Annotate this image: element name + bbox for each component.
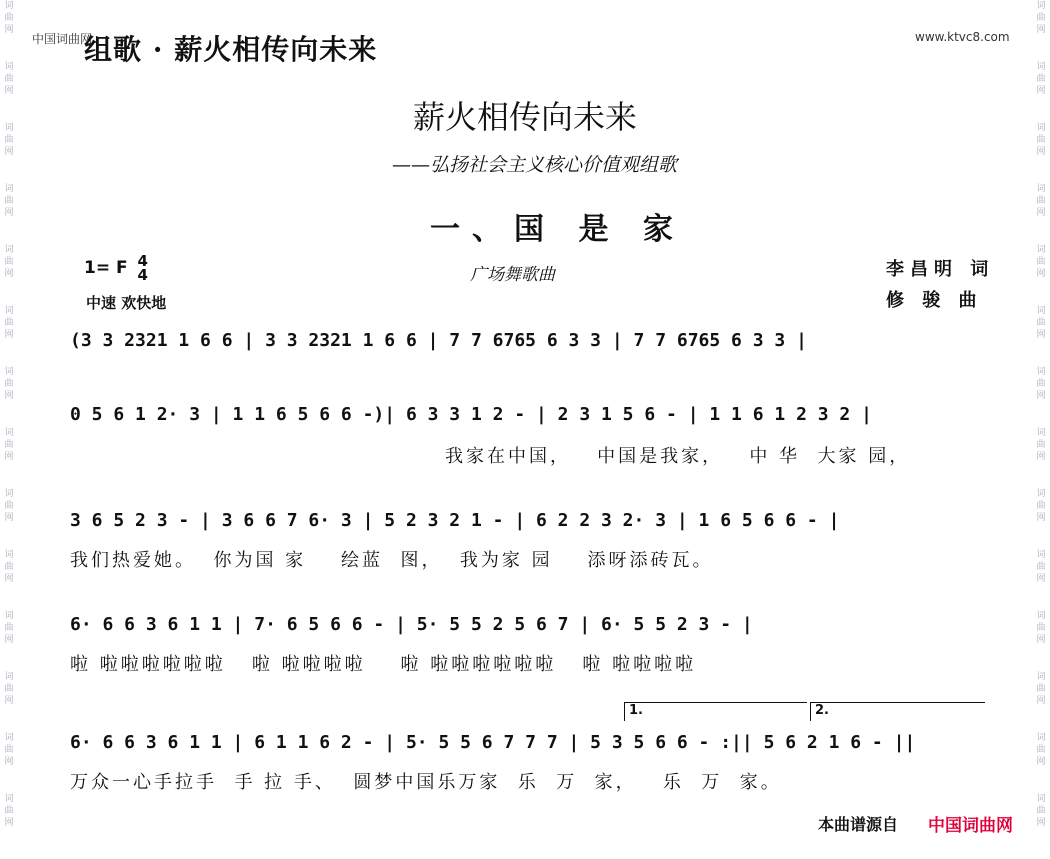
watermark-text: 词 曲 网	[1036, 794, 1046, 828]
composer-credit: 修 骏 曲	[886, 290, 983, 311]
watermark-text: 词 曲 网	[1036, 367, 1046, 401]
watermark-text: 词 曲 网	[1036, 672, 1046, 706]
watermark-text: 词 曲 网	[1036, 62, 1046, 96]
key-signature	[84, 254, 148, 282]
footer-source-label: 本曲谱源自	[818, 815, 899, 834]
score-row-2-lyrics: 我家在中国， 中国是我家， 中 华 大家 园，	[445, 446, 911, 467]
footer-source-site[interactable]: 中国词曲网	[928, 816, 1013, 836]
watermark-text: 词 曲 网	[4, 62, 14, 96]
subtitle: ——弘扬社会主义核心价值观组歌	[392, 154, 678, 176]
site-label-left: 中国词曲网	[32, 32, 93, 46]
score-row-3-notes: 3 6 5 2 3 - | 3 6 6 7 6· 3 | 5 2 3 2 1 - | 6 2 2 3 2· 3 | 1 6 5 6 6 - |	[70, 510, 840, 531]
watermark-text: 词 曲 网	[1036, 550, 1046, 584]
key-label: 1= F	[84, 258, 128, 278]
second-ending-bracket: 2.	[810, 702, 985, 721]
site-url: www.ktvc8.com	[915, 30, 1010, 44]
watermark-text: 词 曲 网	[1036, 733, 1046, 767]
watermark-text: 词 曲 网	[4, 550, 14, 584]
time-signature	[138, 254, 148, 282]
first-ending-bracket: 1.	[624, 702, 807, 721]
score-row-2-notes: 0 5 6 1 2· 3 | 1 1 6 5 6 6 -)| 6 3 3 1 2 - | 2 3 1 5 6 - | 1 1 6 1 2 3 2 |	[70, 404, 872, 425]
tempo-marking: 中速 欢快地	[86, 294, 167, 312]
watermark-text: 词 曲 网	[4, 733, 14, 767]
watermark-text: 词 曲 网	[1036, 184, 1046, 218]
watermark-text: 词 曲 网	[4, 1, 14, 35]
score-row-5-lyrics: 万众一心手拉手 手 拉 手、 圆梦中国乐万家 乐 万 家， 乐 万 家。	[70, 772, 782, 793]
watermark-text: 词 曲 网	[4, 611, 14, 645]
watermark-text: 词 曲 网	[4, 367, 14, 401]
score-row-4-lyrics: 啦 啦啦啦啦啦啦 啦 啦啦啦啦 啦 啦啦啦啦啦啦 啦 啦啦啦啦	[70, 654, 697, 675]
watermark-text: 词 曲 网	[4, 306, 14, 340]
watermark-text: 词 曲 网	[4, 428, 14, 462]
watermark-text: 词 曲 网	[4, 489, 14, 523]
watermark-text: 词 曲 网	[1036, 123, 1046, 157]
watermark-text: 词 曲 网	[1036, 428, 1046, 462]
time-bottom: 4	[137, 266, 148, 284]
watermark-text: 词 曲 网	[1036, 306, 1046, 340]
song-title: 薪火相传向未来	[412, 98, 637, 136]
score-row-3-lyrics: 我们热爱她。 你为国 家 绘蓝 图， 我为家 园 添呀添砖瓦。	[70, 550, 714, 571]
watermark-text: 词 曲 网	[4, 245, 14, 279]
watermark-text: 词 曲 网	[4, 184, 14, 218]
watermark-text: 词 曲 网	[4, 794, 14, 828]
time-top: 4	[137, 252, 148, 270]
watermark-text: 词 曲 网	[1036, 245, 1046, 279]
series-title: 组歌 · 薪火相传向未来	[84, 33, 378, 66]
score-row-5-notes: 6· 6 6 3 6 1 1 | 6 1 1 6 2 - | 5· 5 5 6 7 7 7 | 5 3 5 6 6 - :|| 5 6 2 1 6 - ||	[70, 732, 916, 753]
watermark-text: 词 曲 网	[1036, 1, 1046, 35]
watermark-text: 词 曲 网	[4, 123, 14, 157]
watermark-text: 词 曲 网	[1036, 611, 1046, 645]
score-row-1-notes: (3 3 2321 1 6 6 | 3 3 2321 1 6 6 | 7 7 6765 6 3 3 | 7 7 6765 6 3 3 |	[70, 330, 807, 351]
song-style: 广场舞歌曲	[470, 265, 555, 285]
lyricist-credit: 李昌明 词	[886, 259, 995, 280]
watermark-text: 词 曲 网	[4, 672, 14, 706]
section-title: 一、国 是 家	[430, 212, 685, 247]
watermark-text: 词 曲 网	[1036, 489, 1046, 523]
score-row-4-notes: 6· 6 6 3 6 1 1 | 7· 6 5 6 6 - | 5· 5 5 2 5 6 7 | 6· 5 5 2 3 - |	[70, 614, 753, 635]
